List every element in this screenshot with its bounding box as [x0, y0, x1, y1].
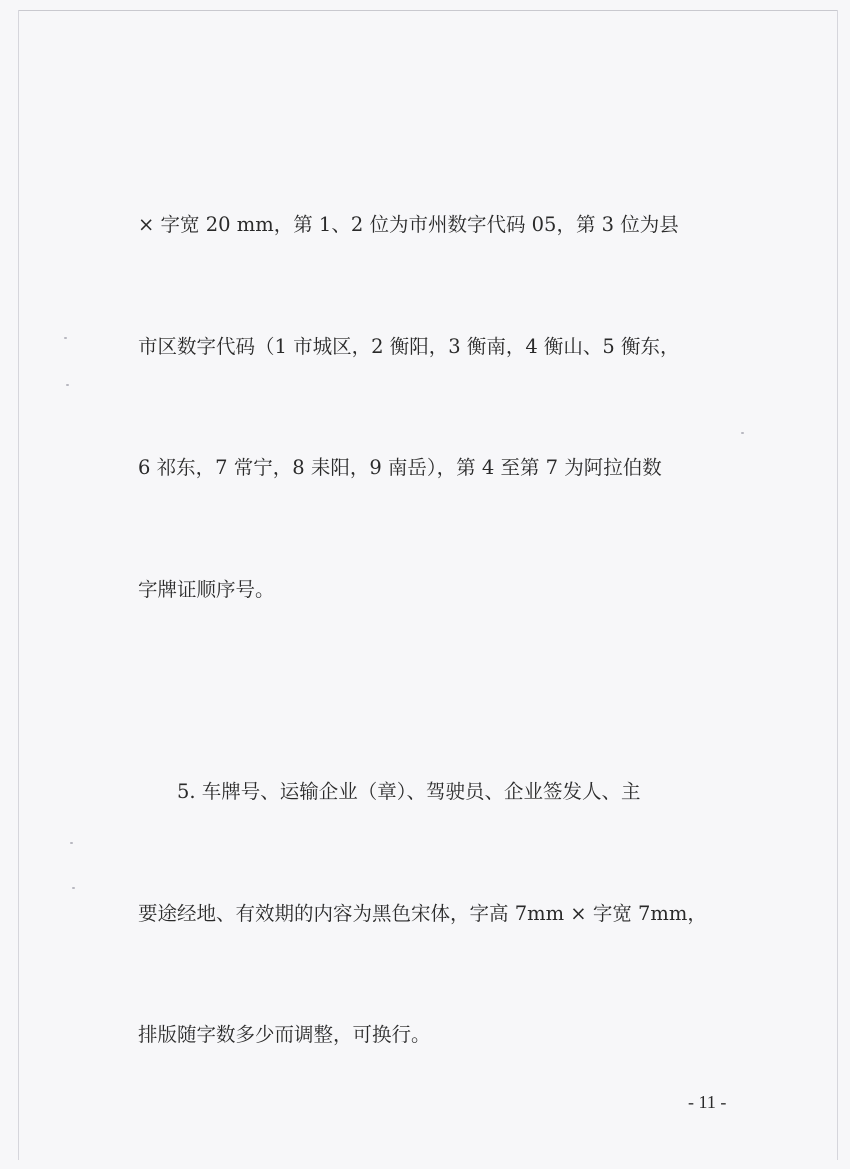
document-body — [138, 124, 718, 1137]
text-line: 5. 车牌号、运输企业（章）、驾驶员、企业签发人、主 — [177, 780, 641, 803]
scan-edge-top — [18, 10, 838, 11]
text-line: 排版随字数多少而调整，可换行。 — [138, 1023, 431, 1046]
page-number: - 11 - — [688, 1092, 727, 1112]
text-line: 6 祁东，7 常宁，8 耒阳，9 南岳），第 4 至第 7 为阿拉伯数 — [138, 456, 662, 479]
paragraph-continued — [138, 124, 718, 691]
text-line: 要途经地、有效期的内容为黑色宋体，字高 7mm × 字宽 7mm， — [138, 901, 707, 925]
scan-speck — [66, 384, 69, 386]
scan-speck — [70, 842, 73, 844]
scan-edge-left — [18, 10, 19, 1160]
scan-edge-right — [837, 10, 838, 1160]
scan-speck — [72, 887, 75, 889]
text-line: 市区数字代码（1 市城区，2 衡阳，3 衡南，4 衡山、5 衡东， — [138, 334, 680, 358]
scan-speck — [741, 432, 744, 434]
text-line: 字牌证顺序号。 — [138, 577, 275, 601]
paragraph-5 — [138, 691, 718, 1137]
scan-speck — [64, 337, 67, 339]
text-line: × 字宽 20 mm，第 1、2 位为市州数字代码 05，第 3 位为县 — [138, 213, 679, 236]
